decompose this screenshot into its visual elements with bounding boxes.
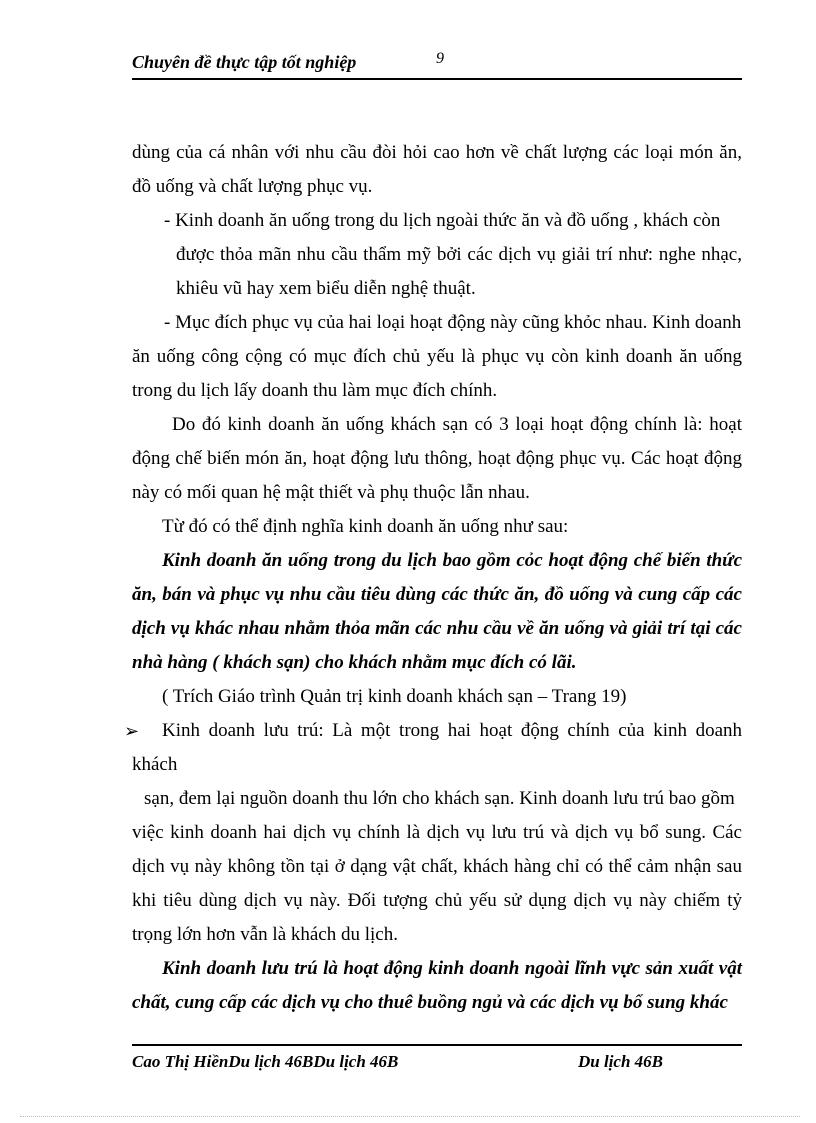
paragraph-3-line1: - Mục đích phục vụ của hai loại hoạt động này cũng khỏc nhau. Kinh doanh <box>164 312 742 333</box>
page-footer <box>132 1044 742 1076</box>
footer-author: Cao Thị HiềnDu lịch 46BDu lịch 46B <box>132 1052 399 1071</box>
page-header <box>132 50 742 80</box>
footer-class: Du lịch 46B <box>578 1052 664 1071</box>
paragraph-2-line1: - Kinh doanh ăn uống trong du lịch ngoài thức ăn và đồ uống , khách còn <box>164 210 721 231</box>
page-number: 9 <box>436 50 444 67</box>
paragraph-1: dùng của cá nhân với nhu cầu đòi hỏi cao hơn về chất lượng các loại món ăn, đồ uống và chất lượng phục vụ. <box>132 142 742 197</box>
paragraph-3-rest: ăn uống công cộng có mục đích chủ yếu là phục vụ còn kinh doanh ăn uống trong du lịch lấy doanh thu làm mục đích chính. <box>132 346 742 401</box>
bullet-line-1: Kinh doanh lưu trú: Là một trong hai hoạt động chính của kinh doanh khách <box>132 720 742 775</box>
bullet-item <box>124 714 742 782</box>
paragraph-2-rest: được thỏa mãn nhu cầu thẩm mỹ bởi các dịch vụ giải trí như: nghe nhạc, khiêu vũ hay xem biểu diễn nghệ thuật. <box>176 244 742 299</box>
definition-lodging: Kinh doanh lưu trú là hoạt động kinh doanh ngoài lĩnh vực sản xuất vật chất, cung cấp các dịch vụ cho thuê buồng ngủ và các dịch vụ bổ sung khác <box>132 958 742 1013</box>
arrow-bullet-icon: ➢ <box>124 721 140 741</box>
citation: ( Trích Giáo trình Quản trị kinh doanh khách sạn – Trang 19) <box>162 686 627 707</box>
bullet-line-2: sạn, đem lại nguồn doanh thu lớn cho khách sạn. Kinh doanh lưu trú bao gồm <box>144 788 735 809</box>
page-edge-divider <box>20 1116 800 1117</box>
header-title: Chuyên đề thực tập tốt nghiệp <box>132 52 357 72</box>
bullet-rest: việc kinh doanh hai dịch vụ chính là dịch vụ lưu trú và dịch vụ bổ sung. Các dịch vụ này không tồn tại ở dạng vật chất, khách hàng chỉ có thể cảm nhận sau khi tiêu dùng dịch vụ này. Đối tượng chủ yếu sử dụng dịch vụ này chiếm tỷ trọng lớn hơn vẫn là khách du lịch. <box>132 822 742 945</box>
paragraph-5: Từ đó có thể định nghĩa kinh doanh ăn uống như sau: <box>162 516 569 537</box>
paragraph-4: Do đó kinh doanh ăn uống khách sạn có 3 loại hoạt động chính là: hoạt động chế biến món ăn, hoạt động lưu thông, hoạt động phục vụ. Các hoạt động này có mối quan hệ mật thiết và phụ thuộc lẫn nhau. <box>132 414 742 503</box>
definition-dining: Kinh doanh ăn uống trong du lịch bao gồm cỏc hoạt động chế biến thức ăn, bán và phục vụ nhu cầu tiêu dùng các thức ăn, đồ uống và cung cấp các dịch vụ khác nhau nhằm thỏa mãn các nhu cầu về ăn uống và giải trí tại các nhà hàng ( khách sạn) cho khách nhằm mục đích có lãi. <box>132 550 742 673</box>
document-body <box>124 136 742 1020</box>
